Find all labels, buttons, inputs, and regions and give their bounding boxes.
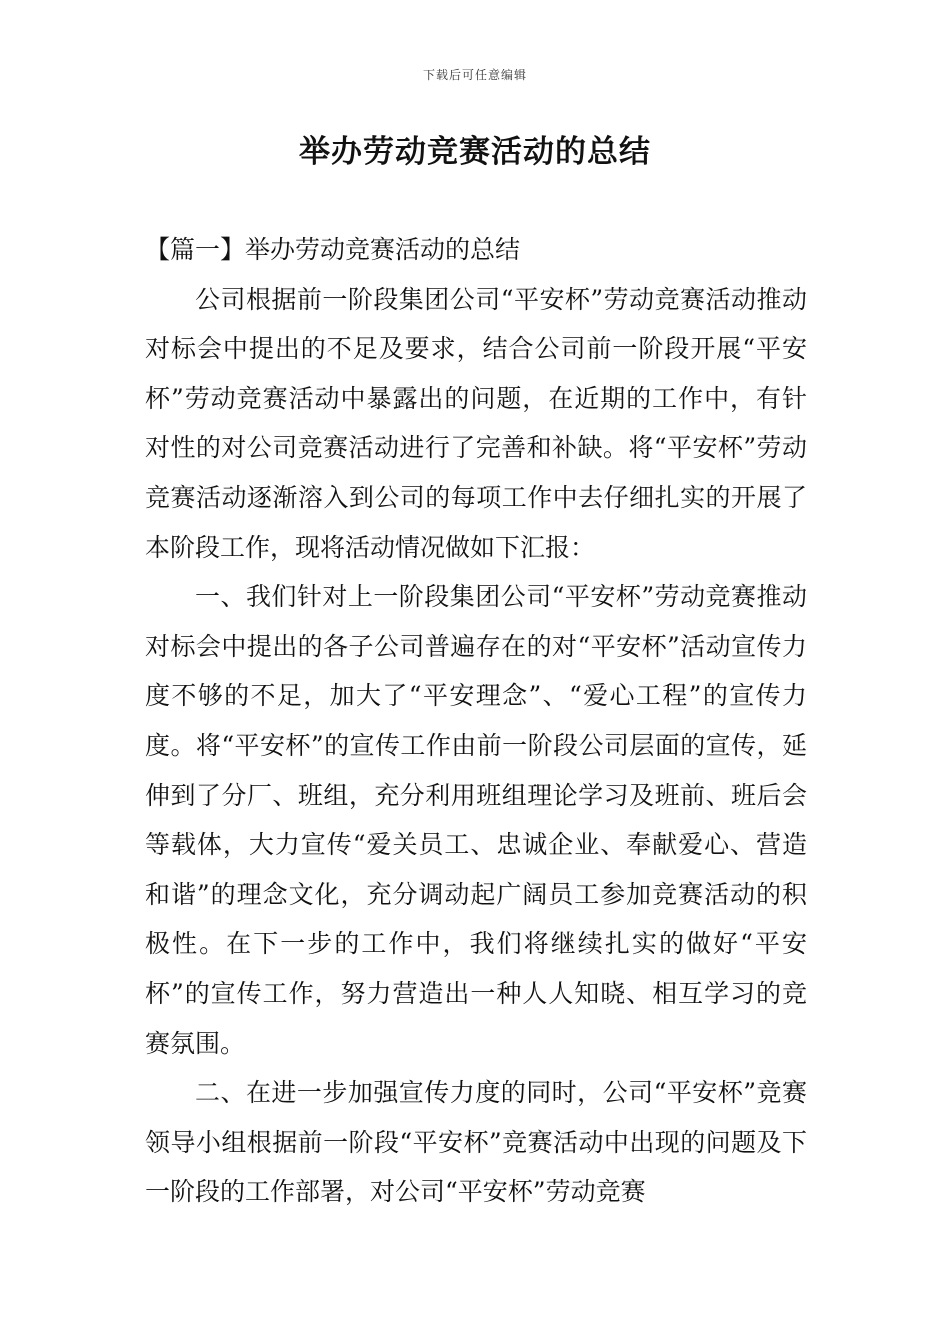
paragraph-intro: 公司根据前一阶段集团公司“平安杯”劳动竞赛活动推动对标会中提出的不足及要求，结合公司前一阶段开展“平安杯”劳动竞赛活动中暴露出的问题，在近期的工作中，有针对性的对公司竞赛活动进行了完善和补缺。将“平安杯”劳动竞赛活动逐渐溶入到公司的每项工作中去仔细扎实的开展了本阶段工作，现将活动情况做如下汇报： — [145, 284, 807, 562]
paragraph-point-one: 一、我们针对上一阶段集团公司“平安杯”劳动竞赛推动对标会中提出的各子公司普遍存在的对“平安杯”活动宣传力度不够的不足，加大了“平安理念”、“爱心工程”的宣传力度。将“平安杯”的宣传工作由前一阶段公司层面的宣传，延伸到了分厂、班组，充分利用班组理论学习及班前、班后会等载体，大力宣传“爱关员工、忠诚企业、奉献爱心、营造和谐”的理念文化，充分调动起广阔员工参加竞赛活动的积极性。在下一步的工作中，我们将继续扎实的做好“平安杯”的宣传工作，努力营造出一种人人知晓、相互学习的竞赛氛围。 — [145, 582, 807, 1058]
paragraph-point-two: 二、在进一步加强宣传力度的同时，公司“平安杯”竞赛领导小组根据前一阶段“平安杯”竞赛活动中出现的问题及下一阶段的工作部署，对公司“平安杯”劳动竞赛 — [145, 1078, 807, 1207]
section-heading: 【篇一】举办劳动竞赛活动的总结 — [145, 235, 521, 264]
document-body — [145, 225, 807, 1217]
header-note: 下载后可任意编辑 — [422, 68, 527, 82]
document-title: 举办劳动竞赛活动的总结 — [299, 134, 651, 170]
